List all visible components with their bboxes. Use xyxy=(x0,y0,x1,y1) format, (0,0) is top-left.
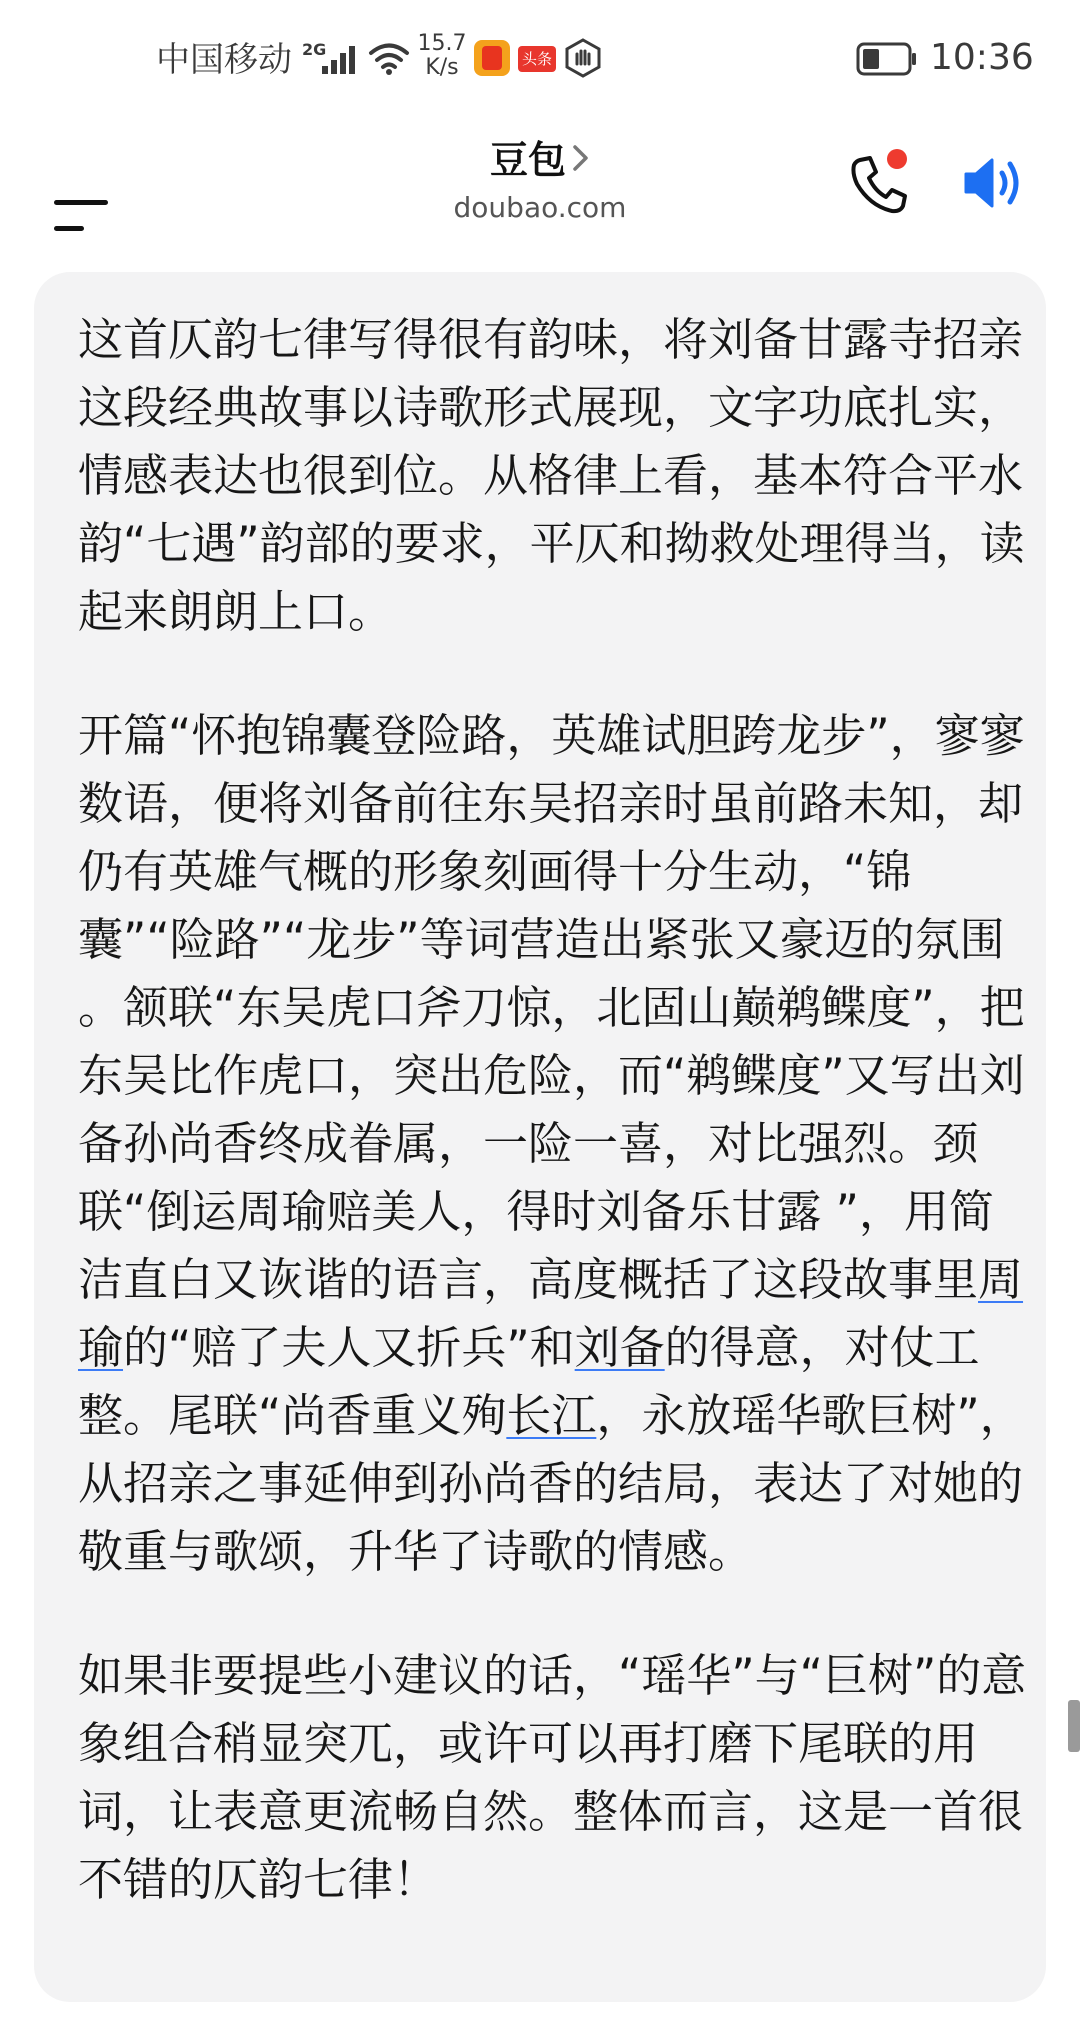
title-bar xyxy=(0,118,1080,268)
paragraph-2-text-c: 的得意，对仗工整。尾联“尚香重义殉 xyxy=(78,1321,980,1442)
network-speed-value: 15.7 xyxy=(417,31,467,56)
status-bar xyxy=(0,0,1080,118)
chat-title[interactable] xyxy=(340,134,740,228)
term-link-zhouyu[interactable]: 周瑜 xyxy=(78,1253,1024,1374)
network-speed-unit: K/s xyxy=(425,55,459,80)
signal-icon xyxy=(320,44,360,80)
scrollbar-thumb[interactable] xyxy=(1068,1700,1080,1752)
term-link-liubei[interactable]: 刘备 xyxy=(574,1321,665,1374)
news-app-label: 头条 xyxy=(521,50,552,68)
app-title-row xyxy=(340,134,740,186)
message-text xyxy=(78,306,1038,1914)
chevron-right-icon xyxy=(572,134,590,186)
menu-icon[interactable] xyxy=(48,156,118,216)
speaker-icon[interactable] xyxy=(962,152,1028,218)
hand-shield-icon xyxy=(564,38,602,82)
app-domain: doubao.com xyxy=(453,191,627,224)
network-speed xyxy=(414,32,470,80)
clock: 10:36 xyxy=(930,37,1034,78)
app-notification-icon xyxy=(474,40,510,76)
paragraph-2-text-b: 的“赔了夫人又折兵”和 xyxy=(123,1321,575,1374)
wifi-icon xyxy=(368,40,410,80)
ai-message-bubble xyxy=(34,272,1046,2002)
network-type: 2G xyxy=(302,40,327,59)
message-paragraph-2 xyxy=(78,702,1038,1586)
phone-icon[interactable] xyxy=(844,148,914,222)
paragraph-2-text-d: ，永放瑶华歌巨树”，从招亲之事延伸到孙尚香的结局，表达了对她的敬重与歌颂，升华了诗歌的情感。 xyxy=(78,1389,1025,1578)
message-paragraph-3: 如果非要提些小建议的话，“瑶华”与“巨树”的意象组合稍显突兀，或许可以再打磨下尾联的用词，让表意更流畅自然。整体而言，这是一首很不错的仄韵七律！ xyxy=(78,1649,1027,1906)
paragraph-2-text-a: 开篇“怀抱锦囊登险路，英雄试胆跨龙步”，寥寥数语，便将刘备前往东吴招亲时虽前路未知，却仍有英雄气概的形象刻画得十分生动，“锦囊”“险路”“龙步”等词营造出紧张又豪迈的氛围 。颔联“东吴虎口斧刀惊，北固山巅鹈鲽度”，把东吴比作虎口，突出危险，而“鹈鲽度”又写出刘备孙尚香终成眷属，一险一喜，对比强烈。颈联“倒运周瑜赔美人，得时刘备乐甘露 ”，用简洁直白又诙谐的语言，高度概括了这段故事里 xyxy=(78,709,1025,1306)
message-paragraph-1: 这首仄韵七律写得很有韵味，将刘备甘露寺招亲这段经典故事以诗歌形式展现，文字功底扎实，情感表达也很到位。从格律上看，基本符合平水韵“七遇”韵部的要求，平仄和拗救处理得当，读起来朗朗上口。 xyxy=(78,313,1025,638)
news-app-icon xyxy=(518,46,556,72)
app-title: 豆包 xyxy=(489,138,566,182)
battery-icon xyxy=(856,42,918,80)
term-link-changjiang[interactable]: 长江 xyxy=(506,1389,597,1442)
carrier-name: 中国移动 xyxy=(156,40,292,80)
